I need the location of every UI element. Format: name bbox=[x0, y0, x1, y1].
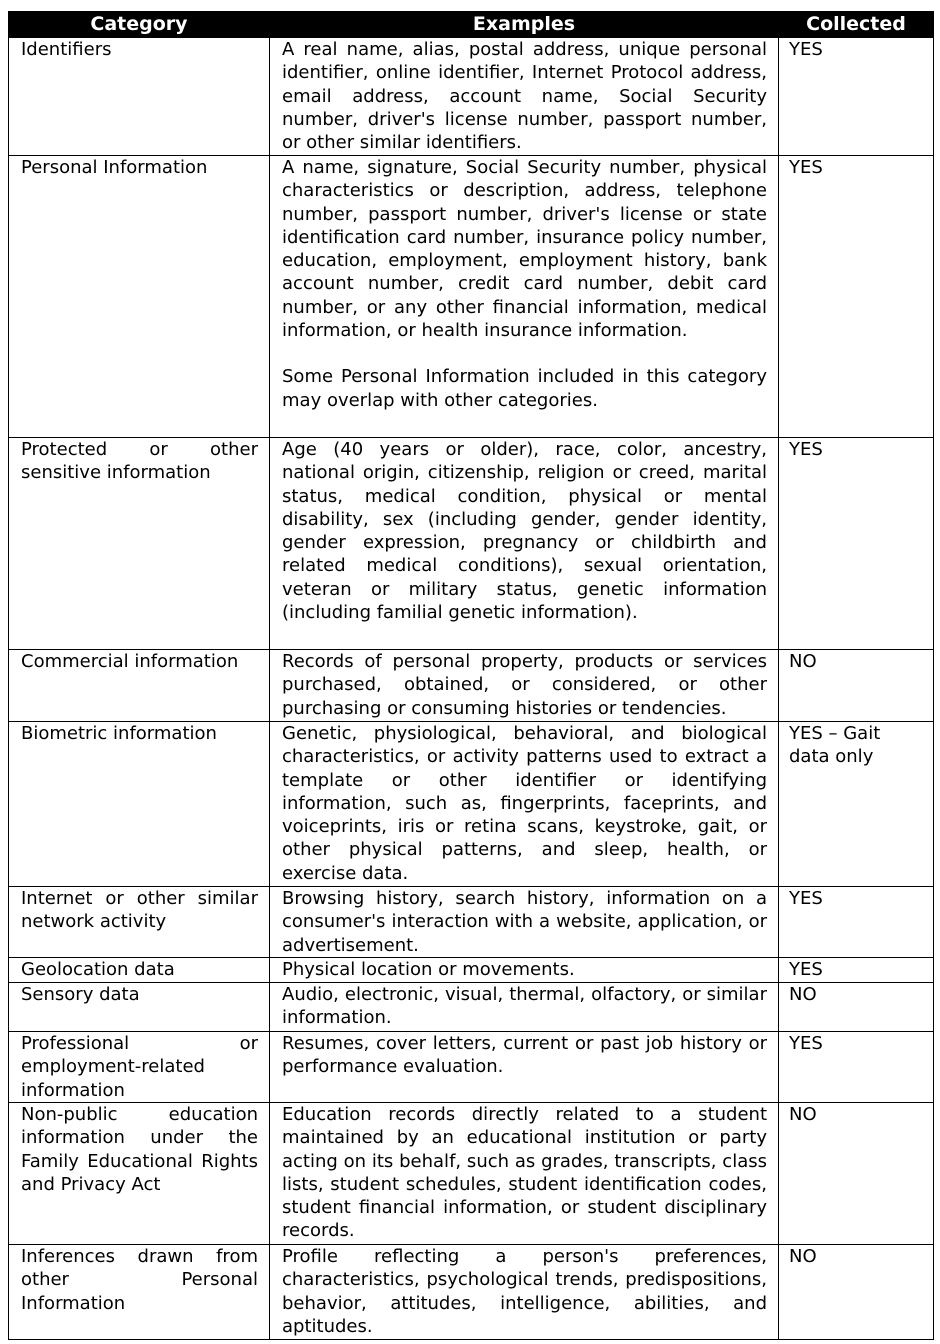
examples-cell bbox=[270, 1245, 779, 1340]
category-cell: Personal Information bbox=[9, 156, 270, 438]
table-row bbox=[9, 650, 934, 722]
table-row bbox=[9, 38, 934, 156]
category-cell: Biometric information bbox=[9, 722, 270, 887]
collected-cell: YES bbox=[779, 1032, 934, 1103]
examples-cell bbox=[270, 438, 779, 650]
table-row bbox=[9, 1032, 934, 1103]
personal-information-categories-table-container bbox=[8, 11, 933, 1340]
collected-cell: YES bbox=[779, 38, 934, 156]
collected-cell: NO bbox=[779, 1103, 934, 1245]
examples-text: Age (40 years or older), race, color, ancestry, national origin, citizenship, religion or creed, marital status, medical condition, physical or mental disability, sex (including gender, gender identity, gender expression, pregnancy or childbirth and related medical conditions), sexual orientation, veteran or military status, genetic information (including familial genetic information). bbox=[282, 439, 767, 624]
examples-text: Physical location or movements. bbox=[282, 959, 575, 980]
examples-cell bbox=[270, 887, 779, 958]
table-row bbox=[9, 1103, 934, 1245]
examples-text: A real name, alias, postal address, unique personal identifier, online identifier, Internet Protocol address, email address, account name, Social Security number, driver's license number, passport number, or other similar identifiers. bbox=[282, 39, 767, 154]
collected-cell: YES bbox=[779, 887, 934, 958]
examples-cell bbox=[270, 1103, 779, 1245]
table-row bbox=[9, 722, 934, 887]
collected-cell: YES bbox=[779, 156, 934, 438]
examples-cell bbox=[270, 983, 779, 1032]
examples-text: Browsing history, search history, information on a consumer's interaction with a website, application, or advertisement. bbox=[282, 888, 767, 956]
category-cell: Sensory data bbox=[9, 983, 270, 1032]
examples-cell bbox=[270, 38, 779, 156]
collected-cell: YES – Gait data only bbox=[779, 722, 934, 887]
category-cell: Inferences drawn from other Personal Information bbox=[9, 1245, 270, 1340]
collected-cell: YES bbox=[779, 958, 934, 983]
examples-cell bbox=[270, 156, 779, 438]
collected-cell: NO bbox=[779, 983, 934, 1032]
collected-cell: NO bbox=[779, 650, 934, 722]
category-cell: Commercial information bbox=[9, 650, 270, 722]
category-header: Category bbox=[9, 12, 270, 38]
header-row bbox=[9, 12, 934, 38]
table-row bbox=[9, 958, 934, 983]
examples-text: Education records directly related to a student maintained by an educational institution or party acting on its behalf, such as grades, transcripts, class lists, student schedules, student identification codes, student financial information, or student disciplinary records. bbox=[282, 1104, 767, 1242]
category-cell: Professional or employment-related information bbox=[9, 1032, 270, 1103]
table-row bbox=[9, 156, 934, 438]
examples-text: Resumes, cover letters, current or past job history or performance evaluation. bbox=[282, 1033, 767, 1078]
examples-cell bbox=[270, 722, 779, 887]
collected-header: Collected bbox=[779, 12, 934, 38]
examples-text: Profile reflecting a person's preferences, characteristics, psychological trends, predispositions, behavior, attitudes, intelligence, abilities, and aptitudes. bbox=[282, 1246, 767, 1337]
category-cell: Geolocation data bbox=[9, 958, 270, 983]
category-cell: Non-public education information under the Family Educational Rights and Privacy Act bbox=[9, 1103, 270, 1245]
category-cell: Internet or other similar network activity bbox=[9, 887, 270, 958]
category-cell: Identifiers bbox=[9, 38, 270, 156]
personal-information-categories-table bbox=[8, 11, 934, 1340]
examples-cell bbox=[270, 1032, 779, 1103]
table-body bbox=[9, 38, 934, 1340]
table-row bbox=[9, 438, 934, 650]
examples-cell bbox=[270, 650, 779, 722]
examples-text: Records of personal property, products or services purchased, obtained, or considered, or other purchasing or consuming histories or tendencies. bbox=[282, 651, 767, 719]
examples-header: Examples bbox=[270, 12, 779, 38]
examples-note-text: Some Personal Information included in this category may overlap with other categories. bbox=[282, 366, 767, 411]
collected-cell: NO bbox=[779, 1245, 934, 1340]
collected-cell: YES bbox=[779, 438, 934, 650]
table-row bbox=[9, 983, 934, 1032]
category-cell: Protected or other sensitive information bbox=[9, 438, 270, 650]
paragraph-spacer bbox=[282, 342, 767, 365]
examples-cell bbox=[270, 958, 779, 983]
table-header bbox=[9, 12, 934, 38]
examples-text: Audio, electronic, visual, thermal, olfactory, or similar information. bbox=[282, 984, 767, 1029]
table-row bbox=[9, 1245, 934, 1340]
examples-text: Genetic, physiological, behavioral, and biological characteristics, or activity patterns used to extract a template or other identifier or identifying information, such as, fingerprints, faceprints, and voiceprints, iris or retina scans, keystroke, gait, or other physical patterns, and sleep, health, or exercise data. bbox=[282, 723, 767, 884]
examples-text: A name, signature, Social Security number, physical characteristics or description, address, telephone number, passport number, driver's license or state identification card number, insurance policy number, education, employment, employment history, bank account number, credit card number, debit card number, or any other financial information, medical information, or health insurance information. bbox=[282, 157, 767, 342]
table-row bbox=[9, 887, 934, 958]
